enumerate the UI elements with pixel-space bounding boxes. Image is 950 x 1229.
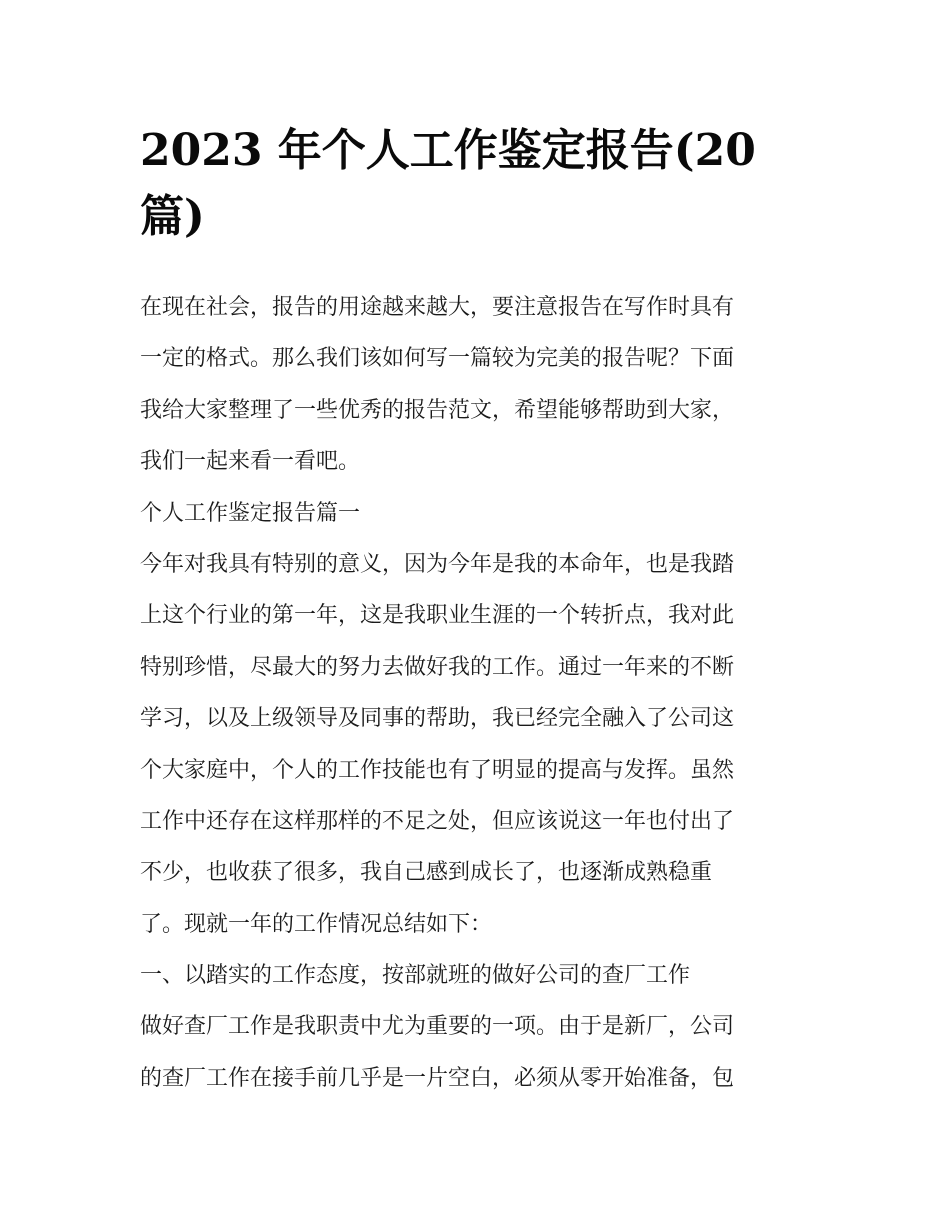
paragraph-line-3: 特别珍惜，尽最大的努力去做好我的工作。通过一年来的不断 <box>140 654 735 680</box>
paragraph-line-2: 上这个行业的第一年，这是我职业生涯的一个转折点，我对此 <box>140 603 735 629</box>
title-line-2: 篇) <box>140 191 205 242</box>
intro-line-3: 我给大家整理了一些优秀的报告范文，希望能够帮助到大家， <box>140 397 735 423</box>
paragraph-2-line-2: 的查厂工作在接手前几乎是一片空白，必须从零开始准备，包 <box>140 1065 735 1091</box>
paragraph-line-4: 学习，以及上级领导及同事的帮助，我已经完全融入了公司这 <box>140 706 735 732</box>
document-title <box>140 118 812 250</box>
document-content <box>140 118 812 1104</box>
paragraph-line-5: 个大家庭中，个人的工作技能也有了明显的提高与发挥。虽然 <box>140 757 735 783</box>
paragraph-line-7: 不少，也收获了很多，我自己感到成长了，也逐渐成熟稳重 <box>140 860 713 886</box>
intro-line-2: 一定的格式。那么我们该如何写一篇较为完美的报告呢？下面 <box>140 346 735 372</box>
document-body <box>140 282 812 1104</box>
paragraph-2-line-1: 做好查厂工作是我职责中尤为重要的一项。由于是新厂，公司 <box>140 1014 735 1040</box>
title-line-1: 2023 年个人工作鉴定报告(20 <box>140 125 756 176</box>
paragraph-line-8: 了。现就一年的工作情况总结如下： <box>140 911 493 937</box>
paragraph-line-6: 工作中还存在这样那样的不足之处，但应该说这一年也付出了 <box>140 808 735 834</box>
subheading-line: 一、以踏实的工作态度，按部就班的做好公司的查厂工作 <box>140 963 691 989</box>
section-heading: 个人工作鉴定报告篇一 <box>140 500 361 526</box>
intro-line-4: 我们一起来看一看吧。 <box>140 449 361 475</box>
paragraph-line-1: 今年对我具有特别的意义，因为今年是我的本命年，也是我踏 <box>140 551 735 577</box>
intro-line-1: 在现在社会，报告的用途越来越大，要注意报告在写作时具有 <box>140 295 735 320</box>
